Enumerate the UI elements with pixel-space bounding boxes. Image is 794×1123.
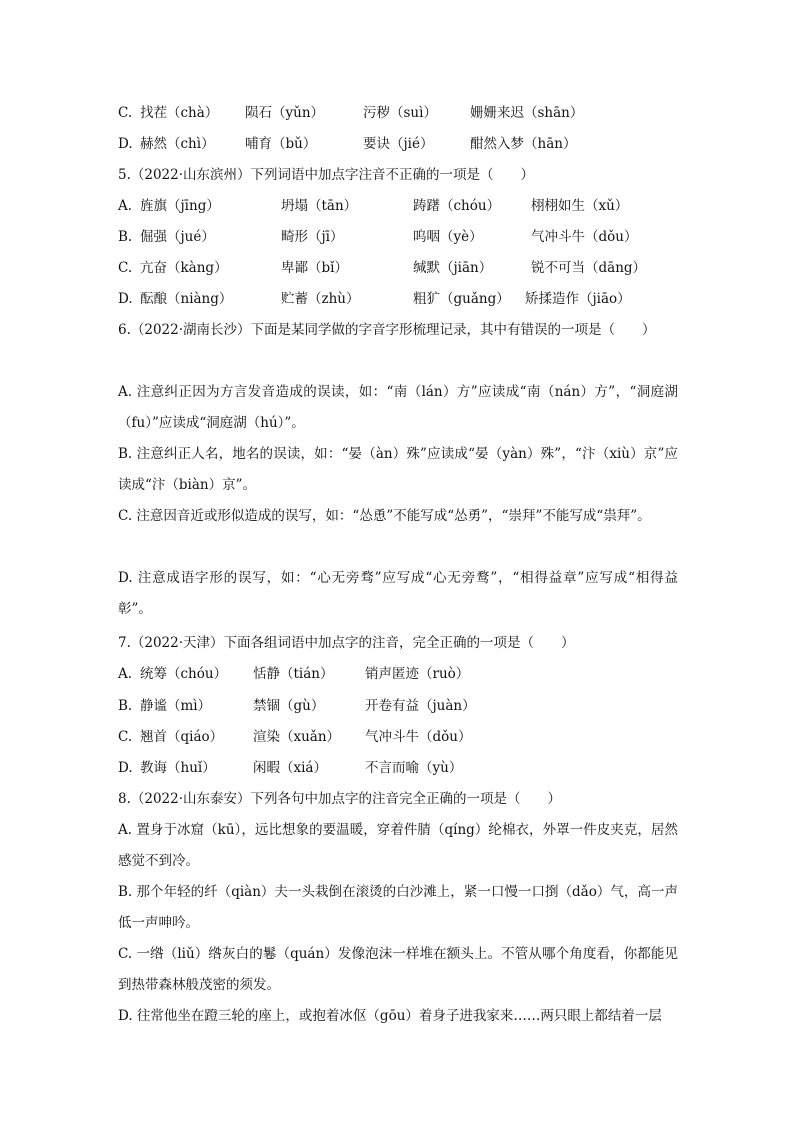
option-label: B.: [118, 698, 133, 714]
option-label: D.: [118, 760, 133, 776]
option-item: 贮蓄（zhù）: [281, 291, 360, 307]
option-item: 锐不可当（dāng）: [531, 260, 647, 276]
q8-option-c: C. 一绺（liǔ）绺灰白的鬈（quán）发像泡沫一样堆在额头上。不管从哪个角度看，你都能见到热带森林般茂密的须发。: [118, 946, 678, 993]
option-item: 要诀（jié）: [363, 136, 434, 152]
option-label: C.: [118, 260, 133, 276]
option-item: 亢奋（kàng）: [140, 260, 228, 276]
option-item: 酣然入梦（hān）: [470, 136, 577, 152]
option-item: 矫揉造作（jiāo）: [525, 291, 631, 307]
q6-option-b: B. 注意纠正人名，地名的误读，如：“晏（àn）殊”应读成“晏（yàn）殊”，“汴（xiù）京”应读成“汴（biàn）京”。: [118, 446, 678, 493]
option-item: 统筹（chóu）: [140, 666, 228, 682]
option-item: 姗姗来迟（shān）: [470, 105, 584, 121]
option-item: 教诲（huǐ）: [140, 760, 216, 776]
option-item: 陨石（yǔn）: [245, 105, 325, 121]
option-item: 禁锢（gù）: [253, 698, 325, 714]
option-item: 缄默（jiān）: [413, 260, 493, 276]
option-item: 气冲斗牛（dǒu）: [365, 729, 472, 745]
option-label: C.: [118, 105, 133, 121]
option-item: 销声匿迹（ruò）: [365, 666, 470, 682]
q8-option-a: A. 置身于冰窟（kū），远比想象的要温暖，穿着件腈（qíng）纶棉衣，外罩一件皮夹克，居然感觉不到冷。: [118, 822, 678, 869]
option-item: 哺育（bǔ）: [245, 136, 317, 152]
option-label: D.: [118, 291, 133, 307]
option-item: 找茬（chà）: [140, 105, 219, 121]
option-item: 畸形（jī）: [281, 229, 344, 245]
option-item: 开卷有益（juàn）: [365, 698, 476, 714]
option-item: 闲暇（xiá）: [253, 760, 327, 776]
option-item: 气冲斗牛（dǒu）: [531, 229, 638, 245]
option-item: 栩栩如生（xǔ）: [531, 198, 629, 214]
q8-stem: 8.（2022·山东泰安）下列各句中加点字的注音完全正确的一项是（ ）: [118, 791, 562, 807]
q8-option-b: B. 那个年轻的纤（qiàn）夫一头栽倒在滚烫的白沙滩上，紧一口慢一口捯（dǎo）气，高一声低一声呻吟。: [118, 884, 678, 931]
option-label: B.: [118, 229, 133, 245]
option-item: 污秽（suì）: [363, 105, 437, 121]
option-item: 旌旗（jīng）: [140, 198, 220, 214]
q6-option-a: A. 注意纠正因为方言发音造成的误读，如：“南（lán）方”应读成“南（nán）方”，“洞庭湖（fu）”应读成“洞庭湖（hú）”。: [118, 384, 678, 431]
option-label: C.: [118, 729, 133, 745]
option-item: 赫然（chì）: [140, 136, 215, 152]
option-item: 恬静（tián）: [253, 666, 334, 682]
option-label: D.: [118, 136, 133, 152]
option-item: 不言而喻（yù）: [365, 760, 463, 776]
option-item: 倔强（jué）: [140, 229, 215, 245]
q6-option-d: D. 注意成语字形的误写，如：“心无旁骛”应写成“心无旁鹜”，“相得益章”应写成“相得益彰”。: [118, 570, 678, 617]
option-item: 酝酿（niàng）: [140, 291, 233, 307]
option-item: 踌躇（chóu）: [413, 198, 501, 214]
option-item: 呜咽（yè）: [413, 229, 483, 245]
option-item: 坍塌（tān）: [281, 198, 358, 214]
q8-option-d: D. 往常他坐在蹬三轮的座上，或抱着冰伛（gōu）着身子进我家来……两只眼上都结着一层: [118, 1008, 662, 1024]
q5-stem: 5.（2022·山东滨州）下列词语中加点字注音不正确的一项是（ ）: [118, 167, 535, 183]
option-item: 卑鄙（bǐ）: [281, 260, 348, 276]
q6-option-c: C. 注意因音近或形似造成的误写，如：“怂恿”不能写成“怂勇”，“崇拜”不能写成“祟拜”。: [118, 508, 651, 524]
option-item: 翘首（qiáo）: [140, 729, 224, 745]
q7-stem: 7.（2022·天津）下面各组词语中加点字的注音，完全正确的一项是（ ）: [118, 635, 575, 651]
q6-stem: 6.（2022·湖南长沙）下面是某同学做的字音字形梳理记录，其中有错误的一项是（ ）: [118, 322, 656, 338]
option-item: 渲染（xuǎn）: [253, 729, 341, 745]
option-label: A.: [118, 198, 133, 214]
option-item: 静谧（mì）: [140, 698, 212, 714]
option-item: 粗犷（guǎng）: [413, 291, 510, 307]
option-label: A.: [118, 666, 133, 682]
